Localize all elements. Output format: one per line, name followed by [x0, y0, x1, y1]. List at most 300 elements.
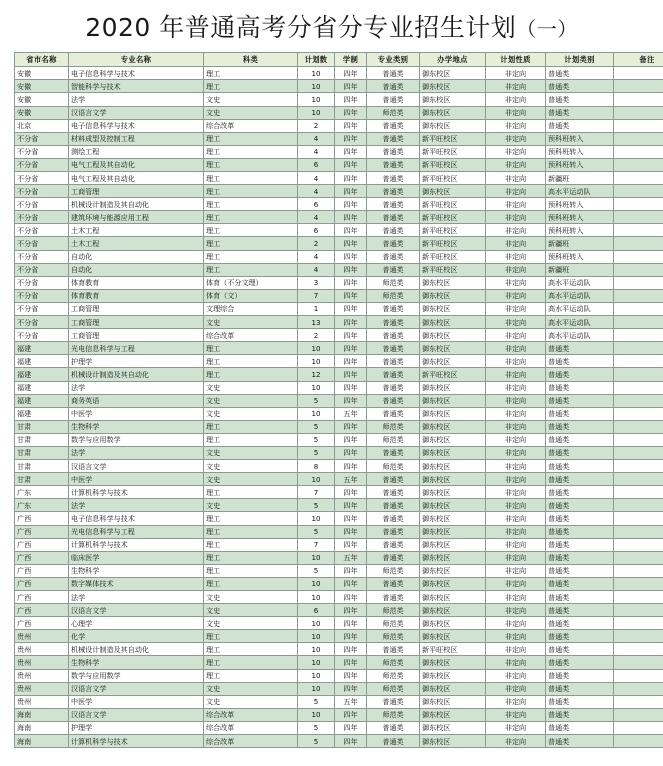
cell-major: 机械设计制造及其自动化 — [69, 643, 204, 656]
cell-plan-count: 10 — [298, 93, 335, 106]
col-header-plan-count: 计划数 — [298, 53, 335, 67]
cell-campus: 御东校区 — [420, 433, 486, 446]
cell-subject-category: 体育（不分文理） — [204, 276, 298, 289]
cell-plan-nature: 非定向 — [486, 551, 546, 564]
cell-major: 化学 — [69, 630, 204, 643]
cell-plan-count: 6 — [298, 158, 335, 171]
cell-campus: 御东校区 — [420, 656, 486, 669]
cell-plan-type: 高水平运动队 — [546, 329, 614, 342]
cell-remarks — [614, 263, 663, 276]
cell-remarks — [614, 172, 663, 185]
cell-duration: 四年 — [335, 446, 367, 459]
table-row — [15, 132, 663, 145]
cell-plan-type: 普通类 — [546, 446, 614, 459]
cell-plan-type: 高水平运动队 — [546, 276, 614, 289]
cell-plan-count: 2 — [298, 329, 335, 342]
cell-plan-type: 新疆班 — [546, 172, 614, 185]
cell-plan-nature: 非定向 — [486, 525, 546, 538]
cell-campus: 御东校区 — [420, 394, 486, 407]
cell-plan-nature: 非定向 — [486, 577, 546, 590]
page-title-main: 2020 年普通高考分省分专业招生计划 — [85, 13, 517, 42]
cell-plan-type: 普通类 — [546, 93, 614, 106]
cell-plan-nature: 非定向 — [486, 721, 546, 734]
cell-major: 汉语言文学 — [69, 604, 204, 617]
table-row — [15, 407, 663, 420]
cell-major-type: 普通类 — [367, 551, 420, 564]
cell-major-type: 师范类 — [367, 420, 420, 433]
cell-major-type: 普通类 — [367, 185, 420, 198]
cell-plan-count: 6 — [298, 198, 335, 211]
cell-major-type: 普通类 — [367, 381, 420, 394]
cell-major: 工商管理 — [69, 329, 204, 342]
table-row — [15, 289, 663, 302]
cell-plan-nature: 非定向 — [486, 342, 546, 355]
cell-major-type: 师范类 — [367, 564, 420, 577]
cell-major-type: 普通类 — [367, 224, 420, 237]
cell-province: 不分省 — [15, 145, 69, 158]
cell-campus: 御东校区 — [420, 512, 486, 525]
cell-major: 生物科学 — [69, 564, 204, 577]
cell-duration: 四年 — [335, 669, 367, 682]
cell-major: 生物科学 — [69, 656, 204, 669]
table-row — [15, 538, 663, 551]
cell-plan-type: 普通类 — [546, 80, 614, 93]
cell-plan-count: 10 — [298, 355, 335, 368]
table-row — [15, 263, 663, 276]
cell-plan-nature: 非定向 — [486, 250, 546, 263]
table-row — [15, 185, 663, 198]
cell-plan-type: 普通类 — [546, 473, 614, 486]
table-row — [15, 394, 663, 407]
cell-subject-category: 理工 — [204, 643, 298, 656]
cell-plan-count: 4 — [298, 172, 335, 185]
table-row — [15, 669, 663, 682]
cell-plan-type: 普通类 — [546, 433, 614, 446]
cell-duration: 四年 — [335, 198, 367, 211]
table-header-row — [15, 53, 663, 67]
cell-province: 广西 — [15, 512, 69, 525]
cell-duration: 四年 — [335, 525, 367, 538]
cell-plan-type: 普通类 — [546, 656, 614, 669]
cell-plan-nature: 非定向 — [486, 433, 546, 446]
cell-plan-count: 4 — [298, 263, 335, 276]
table-row — [15, 93, 663, 106]
table-row — [15, 525, 663, 538]
cell-remarks — [614, 577, 663, 590]
cell-subject-category: 文史 — [204, 381, 298, 394]
cell-plan-count: 8 — [298, 460, 335, 473]
cell-duration: 四年 — [335, 237, 367, 250]
cell-major-type: 普通类 — [367, 342, 420, 355]
cell-subject-category: 理工 — [204, 669, 298, 682]
cell-subject-category: 理工 — [204, 172, 298, 185]
cell-plan-type: 预科班转入 — [546, 250, 614, 263]
cell-plan-nature: 非定向 — [486, 289, 546, 302]
table-row — [15, 486, 663, 499]
cell-duration: 五年 — [335, 407, 367, 420]
cell-duration: 四年 — [335, 420, 367, 433]
cell-subject-category: 文史 — [204, 695, 298, 708]
cell-province: 不分省 — [15, 276, 69, 289]
cell-campus: 御东校区 — [420, 708, 486, 721]
cell-province: 不分省 — [15, 132, 69, 145]
cell-campus: 御东校区 — [420, 355, 486, 368]
cell-major: 汉语言文学 — [69, 106, 204, 119]
cell-plan-nature: 非定向 — [486, 67, 546, 80]
cell-subject-category: 理工 — [204, 158, 298, 171]
cell-province: 福建 — [15, 355, 69, 368]
cell-remarks — [614, 617, 663, 630]
cell-plan-nature: 非定向 — [486, 617, 546, 630]
table-row — [15, 577, 663, 590]
cell-plan-nature: 非定向 — [486, 93, 546, 106]
cell-major: 体育教育 — [69, 276, 204, 289]
cell-campus: 御东校区 — [420, 342, 486, 355]
cell-major: 数学与应用数学 — [69, 669, 204, 682]
cell-major: 工商管理 — [69, 302, 204, 315]
cell-major-type: 普通类 — [367, 119, 420, 132]
cell-subject-category: 理工 — [204, 80, 298, 93]
cell-major: 电子信息科学与技术 — [69, 67, 204, 80]
cell-remarks — [614, 158, 663, 171]
cell-duration: 四年 — [335, 93, 367, 106]
cell-major-type: 普通类 — [367, 577, 420, 590]
cell-plan-count: 10 — [298, 669, 335, 682]
cell-campus: 御东校区 — [420, 93, 486, 106]
cell-subject-category: 理工 — [204, 211, 298, 224]
cell-duration: 四年 — [335, 250, 367, 263]
cell-province: 广西 — [15, 577, 69, 590]
cell-plan-nature: 非定向 — [486, 446, 546, 459]
cell-subject-category: 理工 — [204, 342, 298, 355]
cell-duration: 五年 — [335, 551, 367, 564]
table-row — [15, 80, 663, 93]
page-title — [0, 0, 663, 52]
cell-major: 计算机科学与技术 — [69, 538, 204, 551]
cell-plan-nature: 非定向 — [486, 682, 546, 695]
cell-campus: 御东校区 — [420, 630, 486, 643]
cell-remarks — [614, 695, 663, 708]
cell-major: 汉语言文学 — [69, 460, 204, 473]
plan-table-container — [14, 52, 655, 748]
cell-remarks — [614, 525, 663, 538]
cell-duration: 四年 — [335, 656, 367, 669]
cell-province: 贵州 — [15, 656, 69, 669]
cell-campus: 御东校区 — [420, 591, 486, 604]
cell-subject-category: 理工 — [204, 132, 298, 145]
cell-plan-nature: 非定向 — [486, 460, 546, 473]
cell-campus: 御东校区 — [420, 80, 486, 93]
cell-subject-category: 文史 — [204, 446, 298, 459]
cell-major: 法学 — [69, 446, 204, 459]
cell-major-type: 普通类 — [367, 407, 420, 420]
cell-duration: 四年 — [335, 577, 367, 590]
cell-province: 不分省 — [15, 316, 69, 329]
cell-major-type: 普通类 — [367, 237, 420, 250]
cell-duration: 四年 — [335, 643, 367, 656]
cell-campus: 御东校区 — [420, 499, 486, 512]
page-title-part-number: （一） — [516, 17, 578, 41]
cell-plan-type: 普通类 — [546, 564, 614, 577]
cell-campus: 御东校区 — [420, 604, 486, 617]
cell-province: 广东 — [15, 486, 69, 499]
table-row — [15, 499, 663, 512]
cell-duration: 四年 — [335, 682, 367, 695]
cell-remarks — [614, 708, 663, 721]
cell-subject-category: 文史 — [204, 617, 298, 630]
col-header-province: 省市名称 — [15, 53, 69, 67]
cell-remarks — [614, 564, 663, 577]
table-header — [15, 53, 663, 67]
table-row — [15, 172, 663, 185]
cell-plan-count: 5 — [298, 433, 335, 446]
cell-province: 甘肃 — [15, 420, 69, 433]
cell-subject-category: 综合改革 — [204, 708, 298, 721]
cell-province: 不分省 — [15, 172, 69, 185]
cell-major: 中医学 — [69, 473, 204, 486]
cell-major-type: 普通类 — [367, 211, 420, 224]
cell-major-type: 普通类 — [367, 132, 420, 145]
cell-plan-count: 4 — [298, 145, 335, 158]
cell-remarks — [614, 394, 663, 407]
cell-plan-nature: 非定向 — [486, 695, 546, 708]
table-row — [15, 224, 663, 237]
cell-plan-type: 普通类 — [546, 407, 614, 420]
cell-plan-count: 10 — [298, 512, 335, 525]
cell-plan-count: 10 — [298, 656, 335, 669]
cell-remarks — [614, 67, 663, 80]
cell-remarks — [614, 551, 663, 564]
cell-duration: 四年 — [335, 67, 367, 80]
cell-duration: 四年 — [335, 80, 367, 93]
cell-plan-count: 10 — [298, 577, 335, 590]
cell-remarks — [614, 460, 663, 473]
cell-campus: 御东校区 — [420, 486, 486, 499]
cell-plan-type: 预科班转入 — [546, 211, 614, 224]
cell-duration: 五年 — [335, 695, 367, 708]
cell-remarks — [614, 276, 663, 289]
table-row — [15, 276, 663, 289]
cell-major: 光电信息科学与工程 — [69, 525, 204, 538]
cell-plan-type: 普通类 — [546, 420, 614, 433]
cell-subject-category: 文史 — [204, 316, 298, 329]
cell-remarks — [614, 407, 663, 420]
cell-major: 护理学 — [69, 355, 204, 368]
cell-major-type: 师范类 — [367, 289, 420, 302]
cell-remarks — [614, 433, 663, 446]
cell-subject-category: 理工 — [204, 656, 298, 669]
cell-plan-type: 普通类 — [546, 525, 614, 538]
cell-province: 广西 — [15, 604, 69, 617]
cell-plan-count: 1 — [298, 302, 335, 315]
cell-plan-count: 10 — [298, 80, 335, 93]
cell-plan-count: 3 — [298, 276, 335, 289]
cell-plan-type: 普通类 — [546, 551, 614, 564]
cell-major-type: 普通类 — [367, 198, 420, 211]
cell-duration: 四年 — [335, 368, 367, 381]
cell-major: 自动化 — [69, 263, 204, 276]
cell-campus: 御东校区 — [420, 67, 486, 80]
cell-major-type: 普通类 — [367, 695, 420, 708]
cell-subject-category: 理工 — [204, 551, 298, 564]
cell-plan-count: 10 — [298, 682, 335, 695]
cell-major-type: 普通类 — [367, 525, 420, 538]
cell-province: 甘肃 — [15, 473, 69, 486]
cell-major-type: 普通类 — [367, 591, 420, 604]
table-row — [15, 368, 663, 381]
col-header-major-type: 专业类别 — [367, 53, 420, 67]
cell-plan-type: 普通类 — [546, 735, 614, 748]
cell-plan-count: 10 — [298, 617, 335, 630]
cell-subject-category: 综合改革 — [204, 721, 298, 734]
cell-province: 不分省 — [15, 158, 69, 171]
cell-province: 海南 — [15, 721, 69, 734]
cell-remarks — [614, 93, 663, 106]
cell-duration: 四年 — [335, 289, 367, 302]
cell-campus: 新平旺校区 — [420, 132, 486, 145]
table-row — [15, 695, 663, 708]
table-row — [15, 198, 663, 211]
cell-plan-nature: 非定向 — [486, 512, 546, 525]
cell-plan-count: 2 — [298, 119, 335, 132]
cell-campus: 御东校区 — [420, 669, 486, 682]
cell-subject-category: 理工 — [204, 185, 298, 198]
cell-province: 海南 — [15, 735, 69, 748]
cell-plan-nature: 非定向 — [486, 394, 546, 407]
cell-plan-nature: 非定向 — [486, 145, 546, 158]
cell-remarks — [614, 669, 663, 682]
cell-province: 不分省 — [15, 263, 69, 276]
cell-major-type: 普通类 — [367, 368, 420, 381]
cell-subject-category: 文史 — [204, 499, 298, 512]
table-row — [15, 591, 663, 604]
cell-remarks — [614, 355, 663, 368]
cell-plan-count: 10 — [298, 591, 335, 604]
cell-plan-type: 普通类 — [546, 486, 614, 499]
cell-province: 安徽 — [15, 67, 69, 80]
cell-plan-count: 5 — [298, 499, 335, 512]
cell-remarks — [614, 630, 663, 643]
cell-plan-count: 5 — [298, 394, 335, 407]
cell-plan-count: 4 — [298, 185, 335, 198]
cell-remarks — [614, 682, 663, 695]
cell-remarks — [614, 250, 663, 263]
table-row — [15, 381, 663, 394]
cell-duration: 四年 — [335, 564, 367, 577]
cell-province: 北京 — [15, 119, 69, 132]
cell-province: 福建 — [15, 381, 69, 394]
cell-duration: 四年 — [335, 211, 367, 224]
cell-plan-nature: 非定向 — [486, 172, 546, 185]
cell-plan-nature: 非定向 — [486, 407, 546, 420]
table-row — [15, 604, 663, 617]
cell-major: 汉语言文学 — [69, 708, 204, 721]
cell-duration: 四年 — [335, 617, 367, 630]
cell-campus: 御东校区 — [420, 329, 486, 342]
cell-campus: 新平旺校区 — [420, 643, 486, 656]
table-row — [15, 158, 663, 171]
cell-plan-type: 普通类 — [546, 460, 614, 473]
cell-plan-type: 普通类 — [546, 708, 614, 721]
cell-remarks — [614, 224, 663, 237]
cell-campus: 御东校区 — [420, 316, 486, 329]
cell-major: 工商管理 — [69, 185, 204, 198]
cell-duration: 四年 — [335, 630, 367, 643]
table-row — [15, 446, 663, 459]
cell-plan-type: 预科班转入 — [546, 145, 614, 158]
cell-plan-count: 5 — [298, 446, 335, 459]
cell-province: 甘肃 — [15, 446, 69, 459]
col-header-duration: 学制 — [335, 53, 367, 67]
cell-subject-category: 文史 — [204, 394, 298, 407]
cell-plan-count: 12 — [298, 368, 335, 381]
cell-subject-category: 理工 — [204, 486, 298, 499]
cell-plan-nature: 非定向 — [486, 669, 546, 682]
cell-major-type: 普通类 — [367, 643, 420, 656]
cell-province: 安徽 — [15, 93, 69, 106]
cell-major-type: 师范类 — [367, 656, 420, 669]
cell-subject-category: 文史 — [204, 591, 298, 604]
cell-plan-nature: 非定向 — [486, 302, 546, 315]
col-header-campus: 办学地点 — [420, 53, 486, 67]
cell-major-type: 普通类 — [367, 145, 420, 158]
cell-duration: 四年 — [335, 263, 367, 276]
cell-duration: 四年 — [335, 302, 367, 315]
cell-major-type: 普通类 — [367, 67, 420, 80]
cell-remarks — [614, 145, 663, 158]
cell-major-type: 师范类 — [367, 630, 420, 643]
cell-plan-type: 普通类 — [546, 67, 614, 80]
cell-major-type: 普通类 — [367, 250, 420, 263]
cell-campus: 新平旺校区 — [420, 250, 486, 263]
cell-major-type: 普通类 — [367, 355, 420, 368]
table-row — [15, 551, 663, 564]
col-header-remarks: 备注 — [614, 53, 663, 67]
cell-duration: 四年 — [335, 381, 367, 394]
cell-plan-count: 13 — [298, 316, 335, 329]
cell-plan-nature: 非定向 — [486, 329, 546, 342]
table-row — [15, 316, 663, 329]
cell-subject-category: 理工 — [204, 237, 298, 250]
cell-plan-nature: 非定向 — [486, 630, 546, 643]
cell-province: 贵州 — [15, 695, 69, 708]
cell-plan-nature: 非定向 — [486, 591, 546, 604]
cell-subject-category: 综合改革 — [204, 329, 298, 342]
cell-major: 建筑环境与能源应用工程 — [69, 211, 204, 224]
cell-campus: 新平旺校区 — [420, 263, 486, 276]
cell-major: 体育教育 — [69, 289, 204, 302]
cell-plan-type: 普通类 — [546, 643, 614, 656]
cell-duration: 四年 — [335, 132, 367, 145]
cell-duration: 四年 — [335, 172, 367, 185]
cell-major-type: 师范类 — [367, 106, 420, 119]
cell-province: 广西 — [15, 538, 69, 551]
cell-plan-type: 普通类 — [546, 512, 614, 525]
cell-province: 福建 — [15, 368, 69, 381]
table-row — [15, 433, 663, 446]
cell-province: 不分省 — [15, 237, 69, 250]
cell-subject-category: 理工 — [204, 538, 298, 551]
cell-plan-type: 高水平运动队 — [546, 289, 614, 302]
col-header-subject-category: 科类 — [204, 53, 298, 67]
cell-province: 不分省 — [15, 224, 69, 237]
table-row — [15, 67, 663, 80]
cell-province: 贵州 — [15, 669, 69, 682]
cell-major-type: 普通类 — [367, 486, 420, 499]
cell-major: 自动化 — [69, 250, 204, 263]
cell-plan-nature: 非定向 — [486, 604, 546, 617]
table-row — [15, 617, 663, 630]
